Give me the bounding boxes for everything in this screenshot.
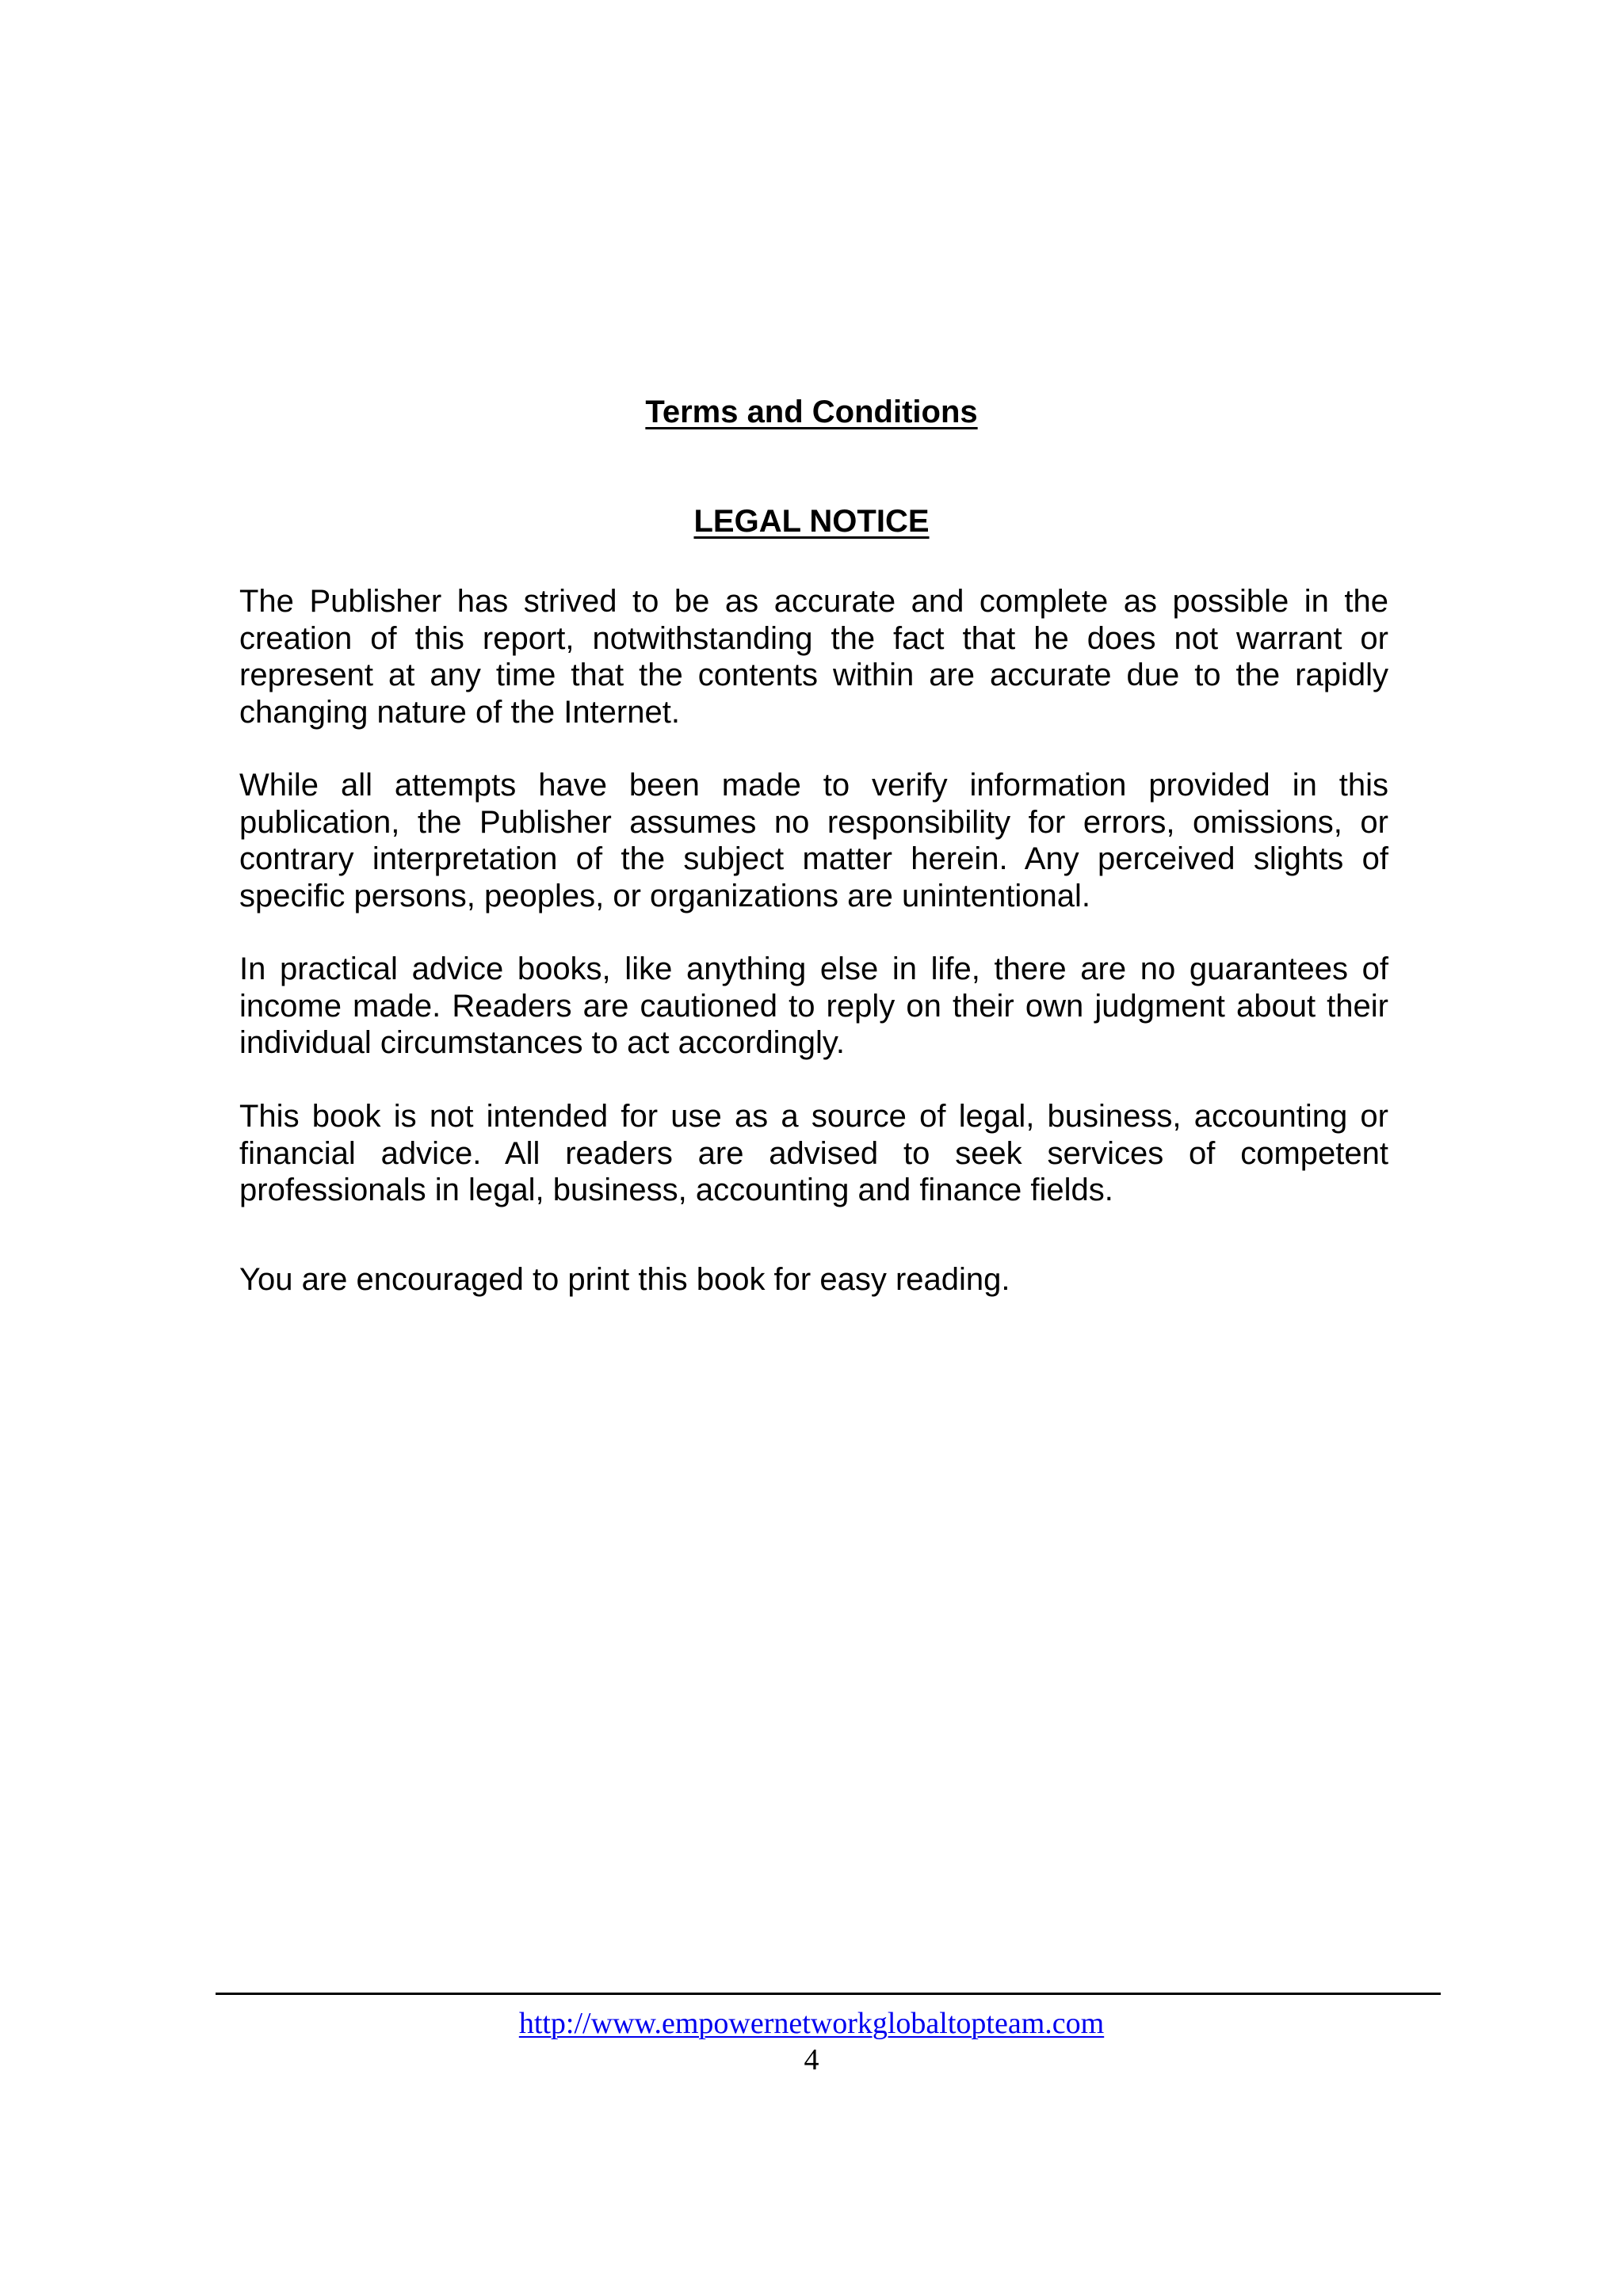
paragraph-no-guarantees: In practical advice books, like anything else in life, there are no guarantees of income made. Readers are cautioned to reply on their own judgment about their individual circumstances to act accordingly. [239,952,1388,1060]
legal-notice-heading: LEGAL NOTICE [693,504,930,539]
paragraph-responsibility: While all attempts have been made to verify information provided in this publication, the Publisher assumes no responsibility for errors, omissions, or contrary interpretation of the subject matter herein. Any perceived slights of specific persons, peoples, or organizations are unintentional. [239,768,1388,913]
footer-divider [216,1993,1441,1995]
footer-website-link[interactable]: http://www.empowernetworkglobaltopteam.com [518,2007,1105,2040]
terms-and-conditions-heading: Terms and Conditions [645,395,978,429]
paragraph-accuracy: The Publisher has strived to be as accurate and complete as possible in the creation of this report, notwithstanding the fact that he does not warrant or represent at any time that the contents within are accurate due to the rapidly changing nature of the Internet. [239,584,1388,730]
page-number: 4 [804,2043,819,2077]
paragraph-print-encouragement: You are encouraged to print this book for easy reading. [239,1262,1010,1297]
paragraph-not-advice: This book is not intended for use as a source of legal, business, accounting or financial advice. All readers are advised to seek services of competent professionals in legal, business, accounting and finance fields. [239,1099,1388,1207]
